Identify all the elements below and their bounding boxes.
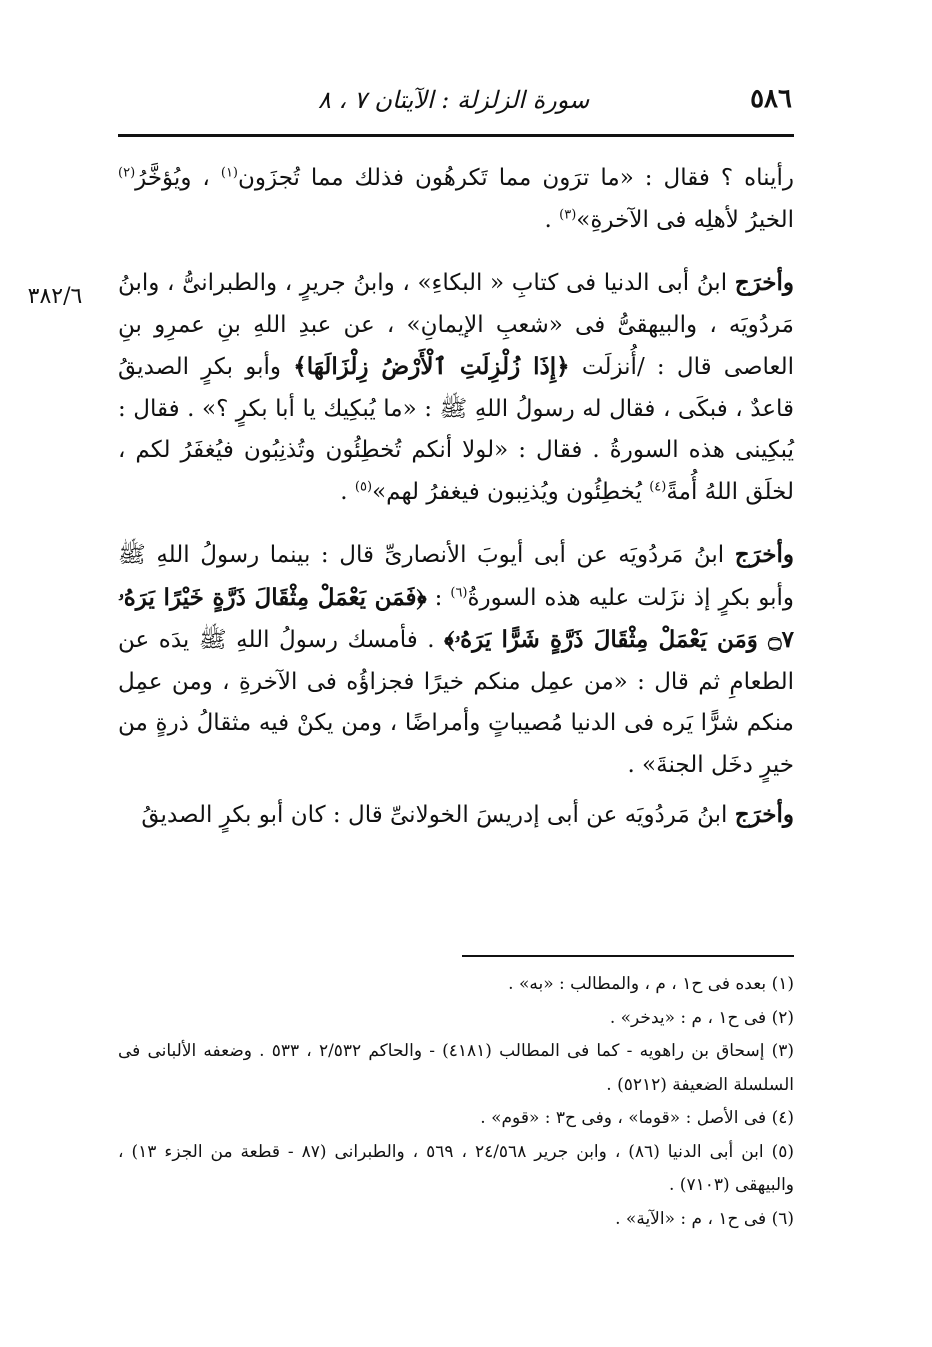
paragraph-3 xyxy=(118,534,794,786)
footnote-marker: (١) xyxy=(220,165,238,181)
footnote-1: (١) بعده فى ح١ ، م ، والمطالب : «به» . xyxy=(508,974,794,994)
paragraph-1 xyxy=(118,158,794,241)
text-run: . فأمسك رسولُ اللهِ ﷺ يدَه عن الطعامِ ثم قال : «من عمِل منكم خيرًا فجزاؤُه فى الآخرةِ ، ومن عمِل منكم شرًّا يَره فى الدنيا مُصيباتٍ وأمراضًا ، ومن يكنْ فيه مثقالُ ذرةٍ من خيرٍ دخَل الجنةَ» . xyxy=(118,627,794,778)
footnote-marker: (٤) xyxy=(649,478,667,494)
text-run: . xyxy=(544,206,560,233)
footnote-marker: (٣) xyxy=(559,206,577,222)
text-run: ، ويُؤخَّرُ xyxy=(135,165,221,191)
footnote-3: (٣) إسحاق بن راهويه - كما فى المطالب (٤١٨١) - والحاكم ٢/٥٣٢ ، ٥٣٣ . وضعفه الألبانى فى السلسلة الضعيفة (٥٢١٢) . xyxy=(118,1041,795,1095)
header-divider xyxy=(118,134,794,137)
footnotes xyxy=(118,968,794,1236)
page-header xyxy=(118,82,792,122)
footnote-2: (٢) فى ح١ ، م : «يدخر» . xyxy=(609,1007,794,1028)
paragraph-lead-word: وأخرَج xyxy=(734,541,794,568)
text-run: وأبو بكرٍ الصديقُ قاعدٌ ، فبكَى ، فقال له رسولُ اللهِ ﷺ : «ما يُبكِيك يا أبا بكرٍ ؟» . فقال : يُبكِينى هذه السورةُ . فقال : «لولا أنكم تُخطِئُون وتُذنِبُون فيُغفَرُ لكم ، لخلَق اللهُ أُمةً xyxy=(118,354,794,505)
quran-verse: ﴿فَمَن يَعْمَلْ مِثْقَالَ ذَرَّةٍ خَيْرًا يَرَهُۥ ۝٧ وَمَن يَعْمَلْ مِثْقَالَ ذَرَّةٍ شَرًّا يَرَهُۥ﴾ xyxy=(118,583,794,653)
margin-reference: ٣٨٢/٦ xyxy=(27,284,83,309)
paragraph-2 xyxy=(118,262,794,513)
text-run: ابنُ أبى الدنيا فى كتابِ « البكاءِ» ، وابنُ جريرٍ ، والطبرانىُّ ، وابنُ مَردُويَه ، والبيهقىُّ فى «شعبِ الإيمانِ» ، عن عبدِ اللهِ بنِ عمرِو بنِ العاصى قال : /أُنزلَت xyxy=(118,270,795,380)
text-run: ابنُ مَردُويَه عن أبى أيوبَ الأنصارىِّ قال : بينما رسولُ اللهِ ﷺ وأبو بكرٍ إذ نزَلت عليه هذه السورةُ xyxy=(118,542,795,611)
main-text xyxy=(118,158,794,837)
running-title: سورة الزلزلة : الآيتان ٧ ، ٨ xyxy=(318,86,590,114)
footnote-marker: (٦) xyxy=(450,584,468,600)
footnote-marker: (٥) xyxy=(354,478,373,494)
text-run: ابنُ مَردُويَه عن أبى إدريسَ الخولانىِّ قال : كان أبو بكرٍ الصديقُ xyxy=(141,802,735,828)
footnote-marker: (٢) xyxy=(118,165,136,181)
page-number: ٥٨٦ xyxy=(750,84,792,114)
footnote-4: (٤) فى الأصل : «قوما» ، وفى ح٣ : «قوم» . xyxy=(480,1108,794,1128)
text-run: الخيرُ لأهلِه فى الآخرةِ» xyxy=(576,206,794,233)
footnote-divider xyxy=(462,955,794,957)
footnote-5: (٥) ابن أبى الدنيا (٨٦) ، وابن جرير ٢٤/٥٦٨ ، ٥٦٩ ، والطبرانى (٨٧ - قطعة من الجزء ١٣) ، والبيهقى (٧١٠٣) . xyxy=(118,1141,794,1195)
footnote-6: (٦) فى ح١ ، م : «الآية» . xyxy=(615,1208,794,1229)
text-run: . xyxy=(340,478,355,505)
paragraph-4 xyxy=(118,794,794,837)
paragraph-lead-word: وأخرَج xyxy=(734,801,794,828)
paragraph-lead-word: وأخرَج xyxy=(734,269,794,296)
text-run: : xyxy=(426,584,451,611)
text-run: رأيناه ؟ فقال : «ما ترَون مما تَكرهُون فذلك مما تُجزَون xyxy=(238,165,795,191)
text-run: يُخطِئُون ويُذنِبون فيغفرُ لهم» xyxy=(372,478,650,505)
quran-verse: ﴿إِذَا زُلْزِلَتِ ٱلْأَرْضُ زِلْزَالَهَا﴾ xyxy=(293,353,570,380)
